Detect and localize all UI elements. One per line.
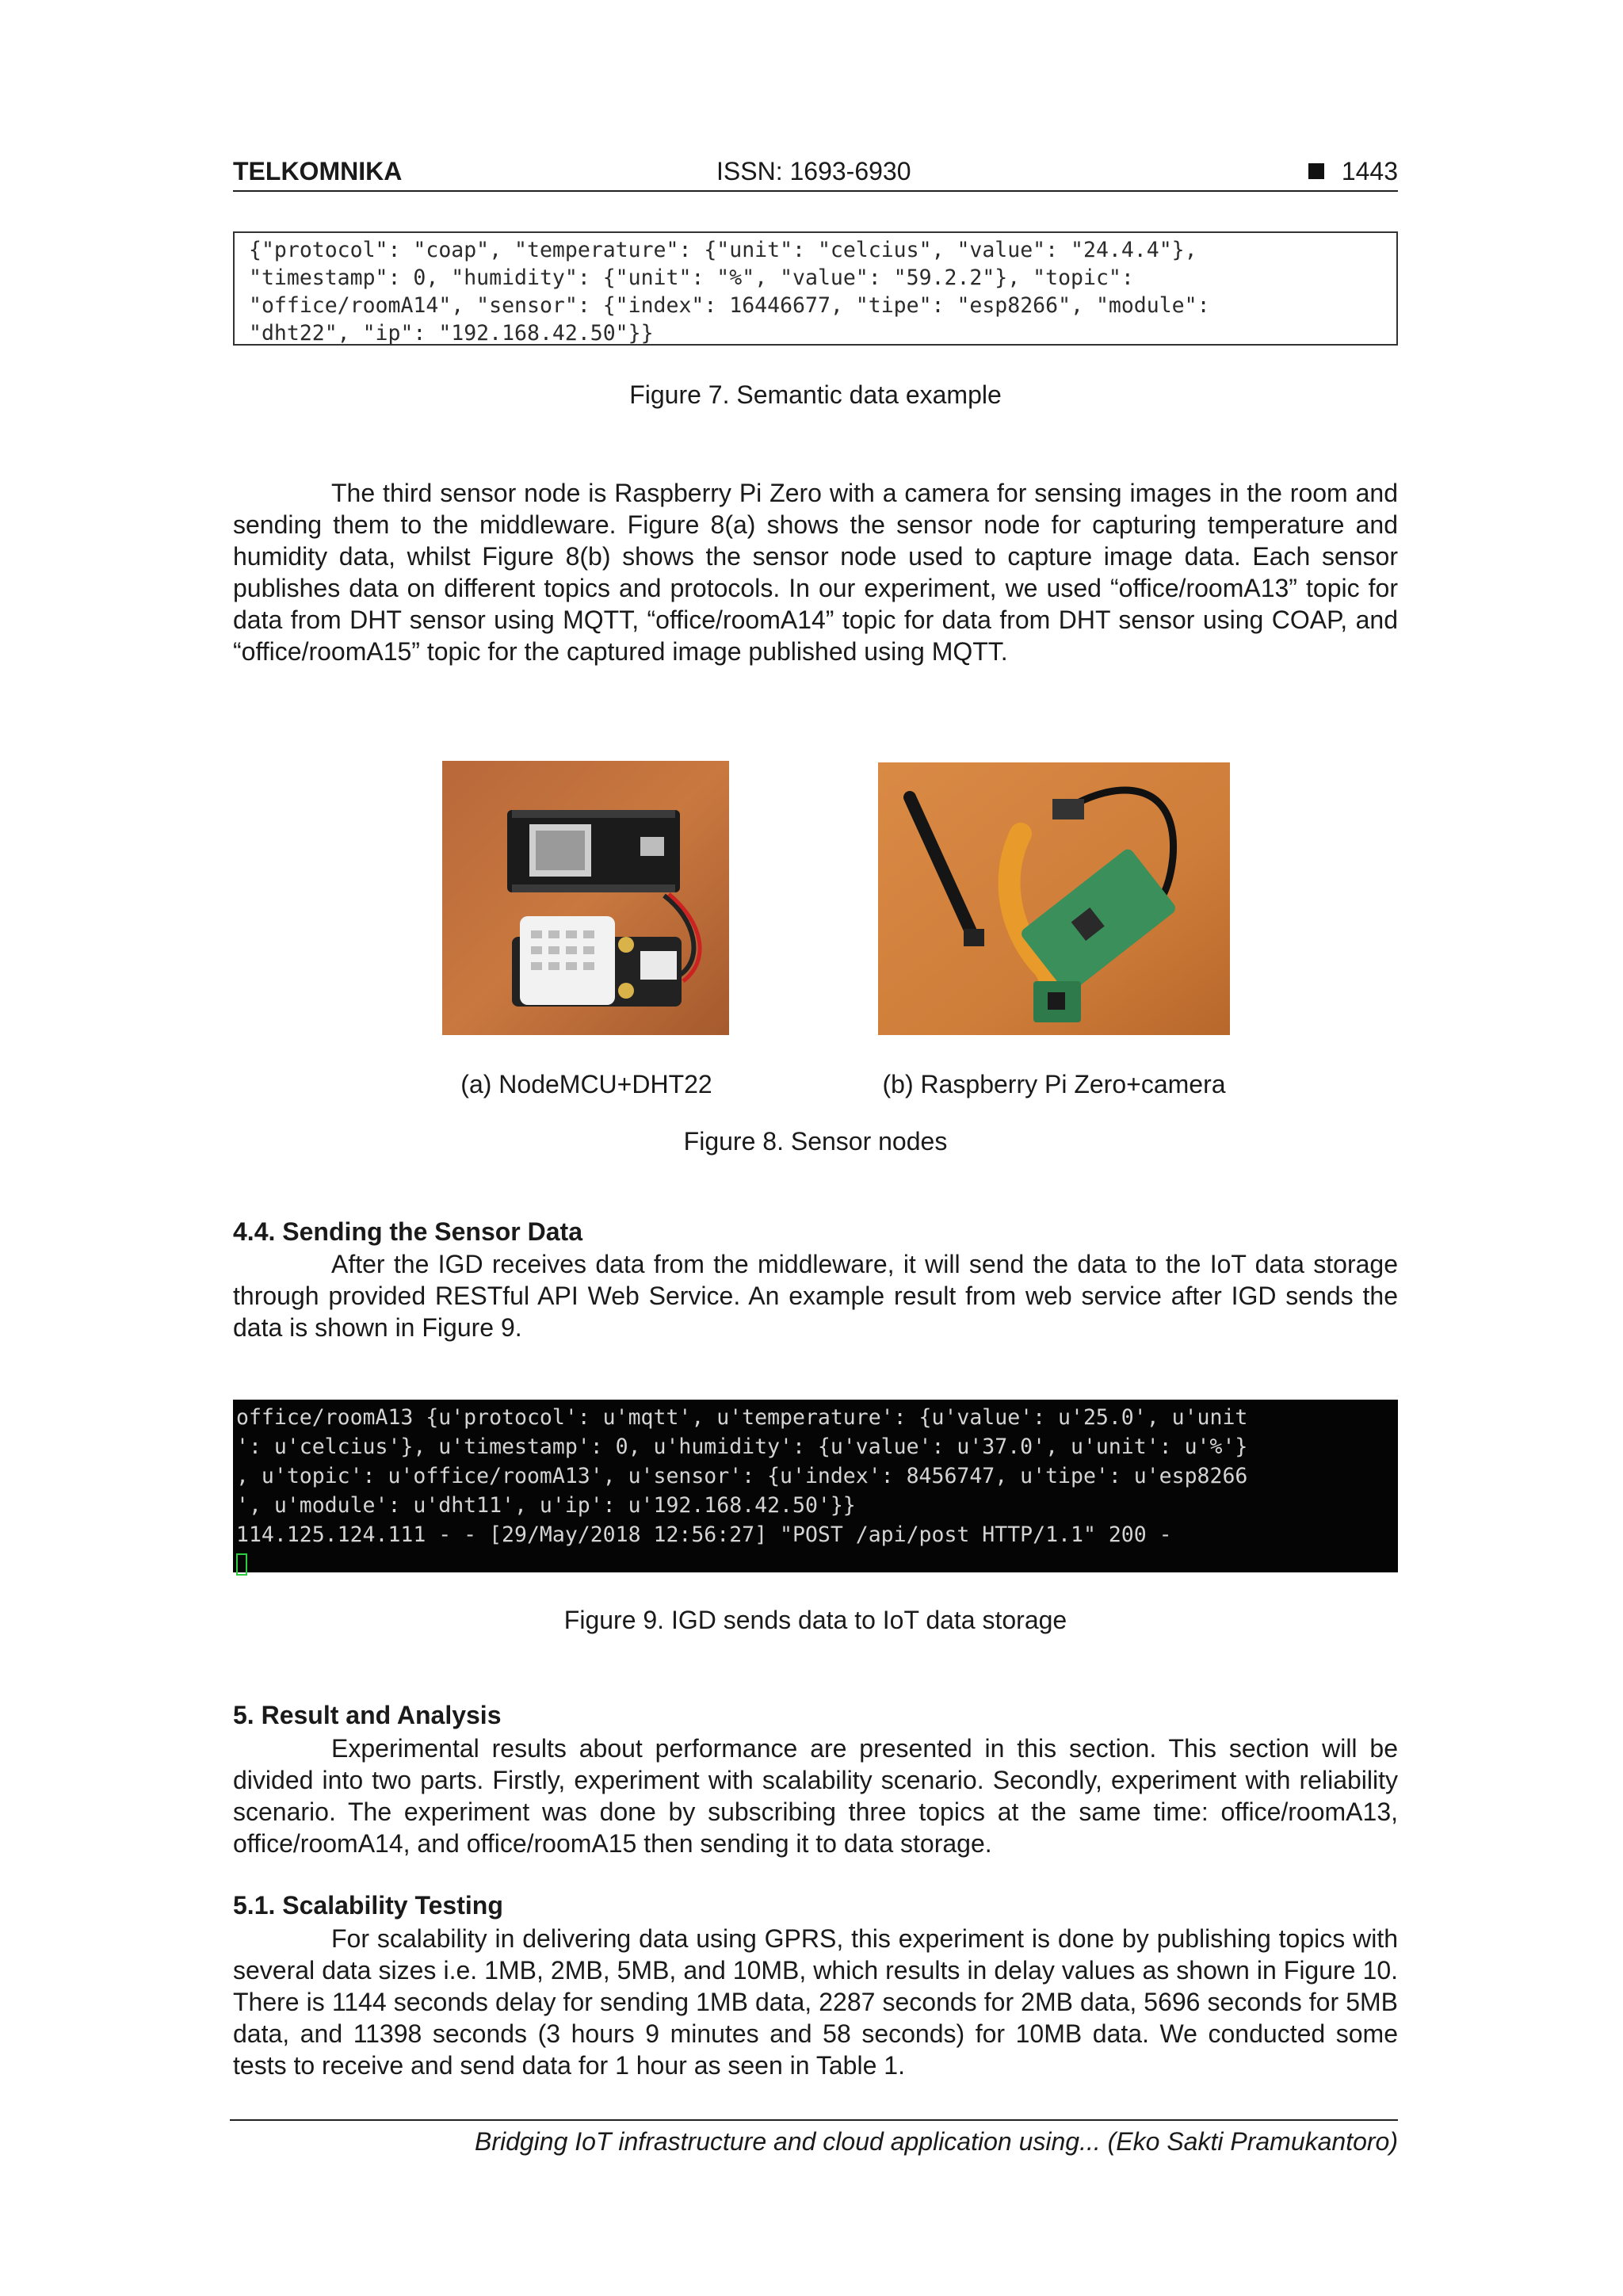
journal-name: TELKOMNIKA [233, 157, 403, 185]
code-line: "dht22", "ip": "192.168.42.50"}} [249, 321, 654, 346]
running-header [233, 155, 1398, 192]
terminal-line: ', u'module': u'dht11', u'ip': u'192.168.42.50'}} [236, 1493, 856, 1518]
figure-8b-subcaption: (b) Raspberry Pi Zero+camera [882, 1070, 1226, 1098]
paragraph-sensor-nodes: The third sensor node is Raspberry Pi Zero with a camera for sensing images in the room and sending them to the middleware. Figure 8(a) shows the sensor node for capturing temperature and humidity data, whilst Figure 8(b) shows the sensor node used to capture image data. Each sensor publishes data on different topics and protocols. In our experiment, we used “office/roomA13” topic for data from DHT sensor using MQTT, “office/roomA14” topic for data from DHT sensor using COAP, and “office/roomA15” topic for the captured image published using MQTT. [233, 479, 1398, 666]
figure-8-caption: Figure 8. Sensor nodes [683, 1127, 948, 1156]
code-line: "office/roomA14", "sensor": {"index": 16446677, "tipe": "esp8266", "module": [249, 293, 1210, 318]
terminal-line: ': u'celcius'}, u'timestamp': 0, u'humidity': {u'value': u'37.0', u'unit': u'%'} [236, 1435, 1248, 1459]
cursor-icon [236, 1553, 247, 1576]
running-footer: Bridging IoT infrastructure and cloud application using... (Eko Sakti Pramukantoro) [230, 2119, 1398, 2157]
terminal-line: 114.125.124.111 - - [29/May/2018 12:56:27] "POST /api/post HTTP/1.1" 200 - [236, 1522, 1172, 1547]
section-4-4-heading: 4.4. Sending the Sensor Data [233, 1217, 582, 1246]
raspberry-pi-zero-camera-photo [878, 762, 1230, 1035]
issn: ISSN: 1693-6930 [716, 157, 911, 185]
page-number: 1443 [1308, 157, 1398, 186]
semantic-data-code-box [233, 231, 1398, 346]
terminal-line: , u'topic': u'office/roomA13', u'sensor': {u'index': 8456747, u'tipe': u'esp8266 [236, 1464, 1248, 1488]
section-5-body: Experimental results about performance are presented in this section. This section will be divided into two parts. Firstly, experiment with scalability scenario. Secondly, experiment with reliability scenario. The experiment was done by subscribing three topics at the same time: office/roomA13, office/roomA14, and office/roomA15 then sending it to data storage. [233, 1734, 1398, 1858]
terminal-output [233, 1400, 1398, 1572]
section-4-4-body: After the IGD receives data from the middleware, it will send the data to the IoT data storage through provided RESTful API Web Service. An example result from web service after IGD sends the data is shown in Figure 9. [233, 1250, 1398, 1342]
code-line: "timestamp": 0, "humidity": {"unit": "%", "value": "59.2.2"}, "topic": [249, 266, 1134, 290]
terminal-line: office/roomA13 {u'protocol': u'mqtt', u'temperature': {u'value': u'25.0', u'unit [236, 1405, 1248, 1430]
figure-7-caption: Figure 7. Semantic data example [629, 380, 1002, 409]
terminal-cursor-line [236, 1549, 1395, 1579]
figure-8a-subcaption: (a) NodeMCU+DHT22 [460, 1070, 712, 1098]
code-line: {"protocol": "coap", "temperature": {"unit": "celcius", "value": "24.4.4"}, [249, 238, 1197, 262]
figure-9-caption: Figure 9. IGD sends data to IoT data storage [563, 1606, 1067, 1634]
nodemcu-dht22-photo [442, 761, 729, 1035]
square-bullet-icon [1308, 163, 1324, 179]
section-5-1-heading: 5.1. Scalability Testing [233, 1891, 503, 1920]
section-5-heading: 5. Result and Analysis [233, 1701, 502, 1729]
section-5-1-body: For scalability in delivering data using GPRS, this experiment is done by publishing topics with several data sizes i.e. 1MB, 2MB, 5MB, and 10MB, which results in delay values as shown in Figure 10. There is 1144 seconds delay for sending 1MB data, 2287 seconds for 2MB data, 5696 seconds for 5MB data, and 11398 seconds (3 hours 9 minutes and 58 seconds) for 10MB data. We conducted some tests to receive and send data for 1 hour as seen in Table 1. [233, 1924, 1398, 2080]
